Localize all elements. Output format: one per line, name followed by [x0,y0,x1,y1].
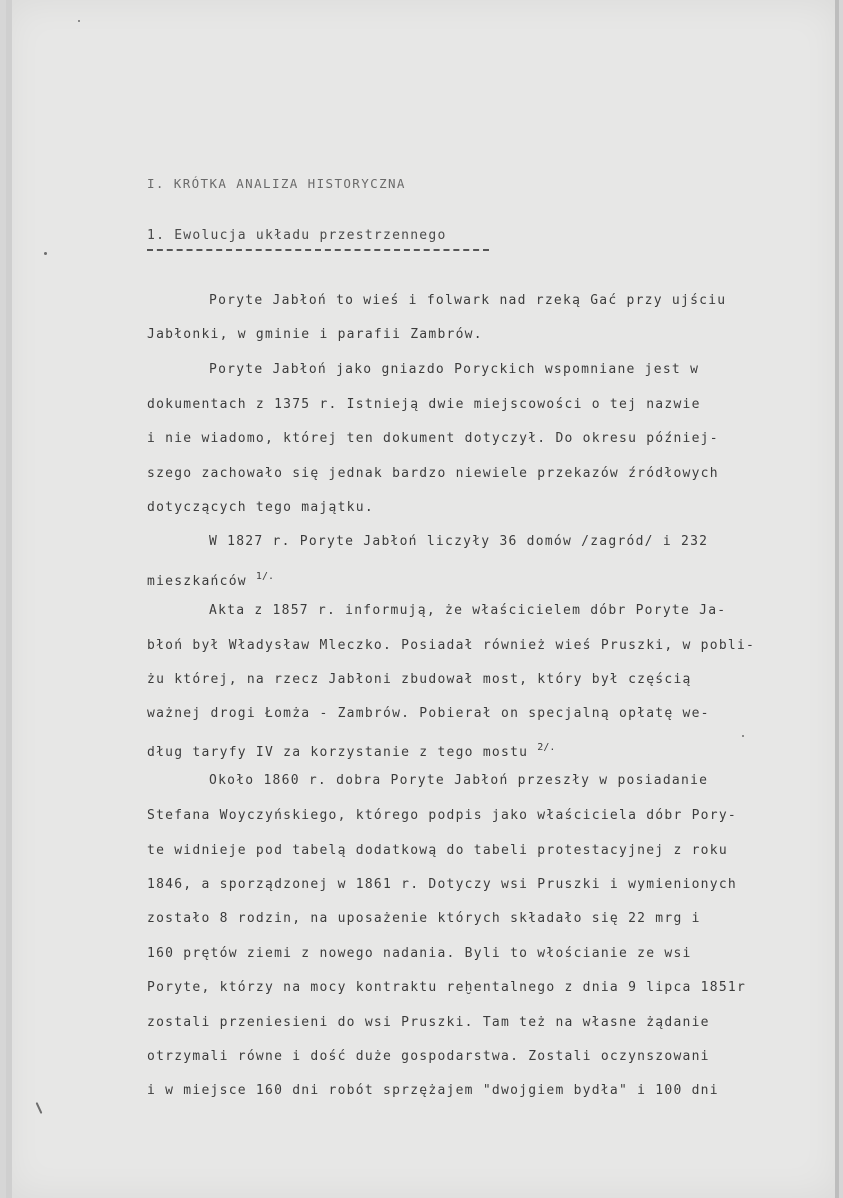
page-right-edge [835,0,839,1198]
paper-speck [36,1102,43,1114]
text-line: 1846, a sporządzonej w 1861 r. Dotyczy wsi Pruszki i wymienionych [147,877,737,892]
text-line: szego zachowało się jednak bardzo niewiele przekazów źródłowych [147,466,719,481]
text-line: Akta z 1857 r. informują, że właścicielem dóbr Poryte Ja- [209,603,727,618]
text-line: ważnej drogi Łomża - Zambrów. Pobierał on specjalną opłatę we- [147,706,710,721]
text-line: otrzymali równe i dość duże gospodarstwa. Zostali oczynszowani [147,1049,710,1064]
page-left-edge [6,0,12,1198]
footnote-marker: 2/. [537,742,556,753]
text-line: Poryte, którzy na mocy kontraktu reḫentalnego z dnia 9 lipca 1851r [147,980,747,995]
text-line: Poryte Jabłoń jako gniazdo Poryckich wspomniane jest w [209,362,700,377]
text-line-main: dług taryfy IV za korzystanie z tego mostu [147,745,538,760]
text-line: zostało 8 rodzin, na uposażenie których składało się 22 mrg i [147,911,701,926]
paper-speck [742,735,744,737]
paper-speck [44,252,47,255]
text-line: żu której, na rzecz Jabłoni zbudował most, który był częścią [147,672,692,687]
text-line: 160 prętów ziemi z nowego nadania. Byli to włościanie ze wsi [147,946,692,961]
text-line: zostali przeniesieni do wsi Pruszki. Tam też na własne żądanie [147,1015,710,1030]
text-line [147,740,555,761]
subsection-underline [147,249,489,251]
text-line [147,569,274,590]
text-line: i nie wiadomo, której ten dokument dotyczył. Do okresu później- [147,431,719,446]
text-line: i w miejsce 160 dni robót sprzężajem "dwojgiem bydła" i 100 dni [147,1083,719,1098]
typewritten-page [6,0,839,1198]
text-line: Jabłonki, w gminie i parafii Zambrów. [147,327,483,342]
text-line: te widnieje pod tabelą dodatkową do tabeli protestacyjnej z roku [147,843,728,858]
paper-speck [78,20,80,22]
text-line: W 1827 r. Poryte Jabłoń liczyły 36 domów /zagród/ i 232 [209,534,709,549]
text-line-main: mieszkańców [147,574,256,589]
text-line: Około 1860 r. dobra Poryte Jabłoń przeszły w posiadanie [209,773,709,788]
text-line: dotyczących tego majątku. [147,500,374,515]
text-line: Poryte Jabłoń to wieś i folwark nad rzeką Gać przy ujściu [209,293,727,308]
text-line: błoń był Władysław Mleczko. Posiadał również wieś Pruszki, w pobli- [147,638,756,653]
text-line: Stefana Woyczyńskiego, którego podpis jako właściciela dóbr Pory- [147,808,737,823]
section-heading: I. KRÓTKA ANALIZA HISTORYCZNA [147,176,406,191]
subsection-heading: 1. Ewolucja układu przestrzennego [147,228,447,243]
text-line: dokumentach z 1375 r. Istnieją dwie miejscowości o tej nazwie [147,397,701,412]
footnote-marker: 1/. [255,571,274,582]
